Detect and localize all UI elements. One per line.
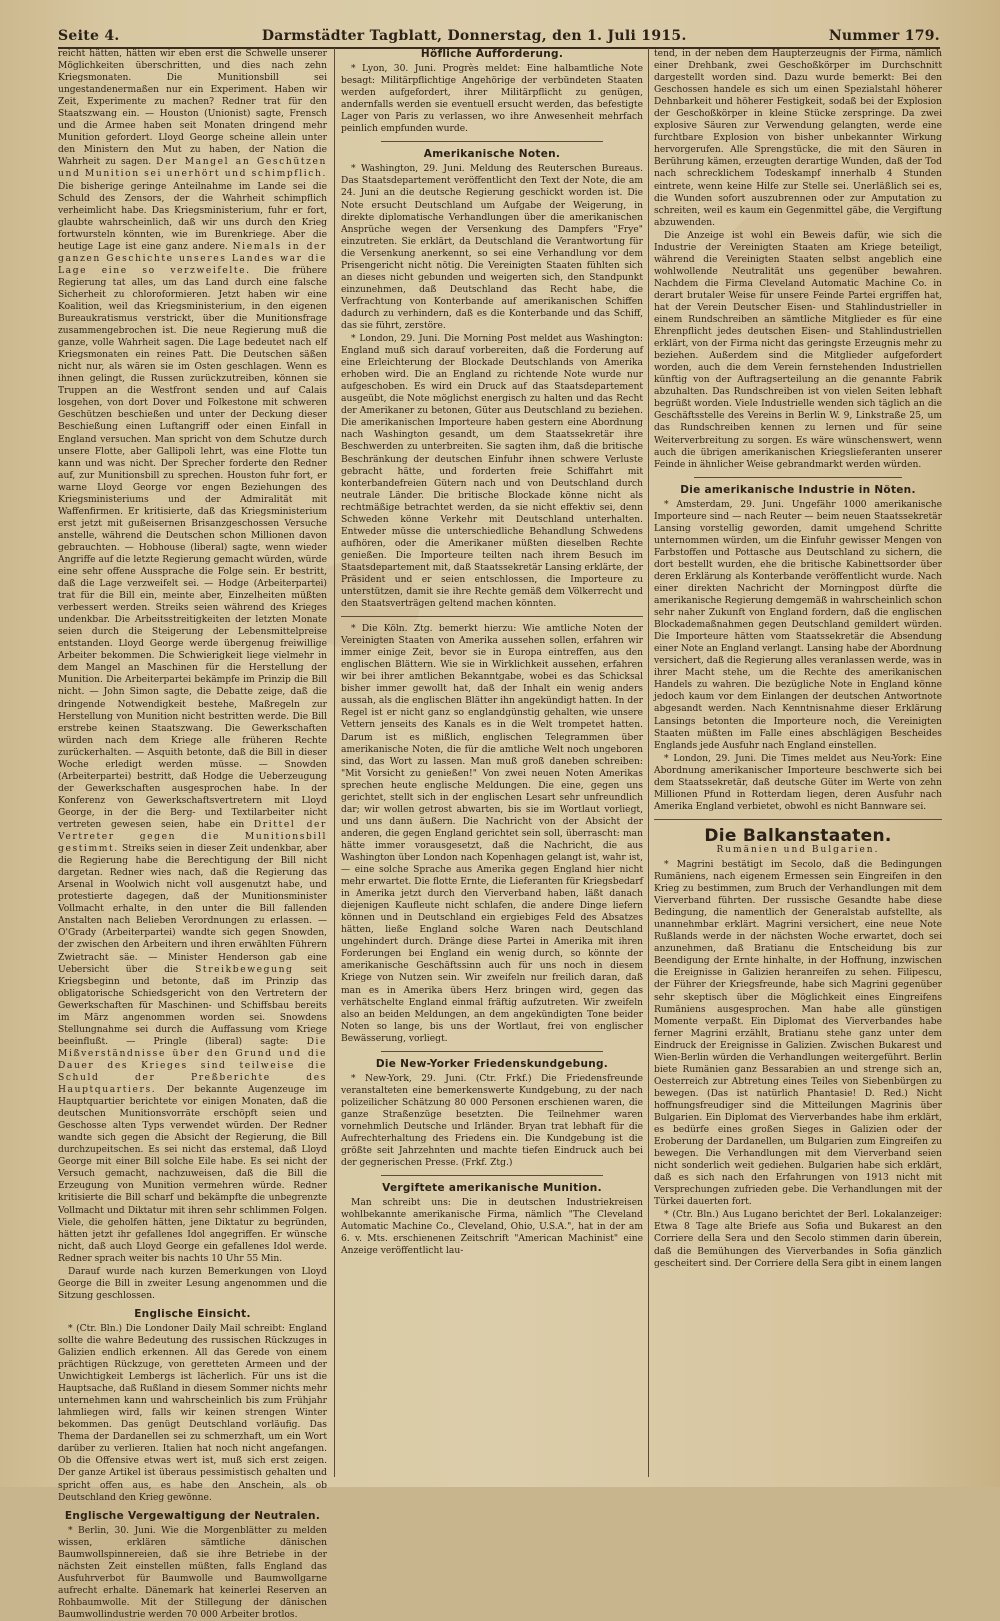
column-1	[58, 48, 327, 1620]
divider	[694, 477, 902, 478]
article-text: Darauf wurde nach kurzen Bemerkungen von Lloyd George die Bill in zweiter Lesung angenommen und die Sitzung geschlossen.	[58, 1266, 327, 1301]
article-text: reicht hätten, hätten wir eben erst die Schwelle unserer Möglichkeiten überschritten, und dies nach zehn Kriegsmonaten. Die Munitionsbill sei ungestandenermaßen nur ein Experiment. Haben wir Zeit, Experimente zu machen? Redner trat für den Staatszwang ein. — Houston (Unionist) sagte, Frensch und die Armee haben seit Monaten dringend mehr Munition gefordert. Lloyd George scheine allein unter den Ministern den Mut zu haben, der Nation die Wahrheit zu sagen. Der Mangel an Geschützen und Munition sei unerhört und schimpflich. Die bisherige geringe Anteilnahme im Lande sei die Schuld des Zensors, der die Wahrheit schimpflich verheimlicht habe. Das Kriegsministerium, fuhr er fort, glaubte wahrscheinlich, daß wir uns durch den Krieg fortwursteln könnten, wie im Burenkriege. Aber die heutige Lage ist eine ganz andere. Niemals in der ganzen Geschichte unseres Landes war die Lage eine so verzweifelte. Die frühere Regierung tat alles, um das Land durch eine falsche Sicherheit zu chloroformieren. Jetzt haben wir eine Koalition, weil das Kriegsministerium, in den eigenen Bureaukratismus verstrickt, über die Munitionsfrage zusammengebrochen ist. Die neue Regierung muß die ganze, volle Wahrheit sagen. Die Lage bedeutet nach elf Kriegsmonaten ein reines Patt. Die Deutschen säßen nicht nur, als wären sie im Osten geschlagen. Wenn es ihnen gelingt, die Russen zurückzutreiben, können sie Truppen an die Westfront senden und auf Calais losgehen, von dort Dover und Folkestone mit schweren Geschützen beschießen und unter der Deckung dieser Beschießung einen Luftangriff oder einen Einfall in England versuchen. Man spricht von dem Schutze durch unsere Flotte, aber Gallipoli lehrt, was eine Flotte tun kann und was nicht. Der Sprecher forderte den Redner auf, zur Munitionsbill zu sprechen. Houston fuhr fort, er warne Lloyd George vor engen Beziehungen des Kriegsministeriums und der Admiralität mit Waffenfirmen. Er kritisierte, daß das Kriegsministerium erst jetzt mit gußeisernen Brisanzgeschossen Versuche anstelle, während die Deutschen schon Millionen davon gebrauchten. — Hobhouse (liberal) sagte, wenn wieder Angriffe auf die letzte Regierung gemacht würden, würde eine sehr offene Aussprache die Folge sein. Er bestritt, daß die Lage verzweifelt sei. — Hodge (Arbeiterpartei) trat für die Bill ein, meinte aber, Einzelheiten müßten verbessert werden. Streiks seien während des Krieges undenkbar. Die Arbeitsstreitigkeiten der letzten Monate seien durch die Steigerung der Lebensmittelpreise entstanden. Lloyd George werde übergenug freiwillige Arbeiter bekommen. Die Schwierigkeit liege vielmehr in dem Mangel an Maschinen für die Herstellung der Munition. Die Arbeiterpartei bekämpfe im Prinzip die Bill nicht. — John Simon sagte, die Debatte zeige, daß die dringende Notwendigkeit bestehe, Maßregeln zur Herstellung von Munition nicht bestritten werde. Die Bill erstrebe keinen Staatszwang. Die Gewerkschaften würden nach dem Kriege alle früheren Rechte zurückerhalten. — Asquith betonte, daß die Bill in dieser Woche erledigt werden müsse. — Snowden (Arbeiterpartei) bestritt, daß Hodge die Ueberzeugung der Gewerkschaften ausgesprochen habe. In der Konferenz von Gewerkschaftsvertretern mit Lloyd George, in der die Berg- und Textilarbeiter nicht vertreten gewesen seien, habe ein Drittel der Vertreter gegen die Munitionsbill gestimmt. Streiks seien in dieser Zeit undenkbar, aber die Regierung habe die Berechtigung der Bill nicht dargetan. Redner wies nach, daß die Regierung das Arsenal in Woolwich nicht voll ausgenutzt habe, und protestierte dagegen, daß der Munitionsminister Vollmacht erhalte, in den unter die Bill fallenden Anstalten nach Belieben Verordnungen zu erlassen. — O'Grady (Arbeiterpartei) wandte sich gegen Snowden, der zwischen den Arbeitern und ihren erwählten Führern Zwietracht säe. — Minister Henderson gab eine Uebersicht über die Streikbewegung seit Kriegsbeginn und betonte, daß im Prinzip das obligatorische Schiedsgericht von den Vertretern der Gewerkschaften für Maschinen- und Schiffsbau bereits im März angenommen worden sei. Snowdens Stellungnahme sei durch die Auffassung vom Kriege beeinflußt. — Pringle (liberal) sagte: Die Mißverständnisse über den Grund und die Dauer des Krieges sind teilweise die Schuld der Preßberichte des Hauptquartiers. Der bekannte Augenzeuge im Hauptquartier berichtete vor einigen Monaten, daß die deutschen Munitionsvorräte erschöpft seien und Geschosse alten Typs verwendet würden. Der Redner wandte sich gegen die Absicht der Regierung, die Bill durchzupeitschen. Es sei nicht das erstemal, daß Lloyd George mit einer Bill solche Eile habe. Es sei nicht der Versuch gemacht, nachzuweisen, daß die Bill die Erzeugung von Munition vermehren würde. Redner kritisierte die Bill scharf und bekämpfte die unbegrenzte Vollmacht und Diktatur mit ihren sehr schlimmen Folgen. Viele, die geholfen hätten, jene Diktatur zu begründen, hätten jetzt ihr gefallenes Idol angegriffen. Er wünsche nicht, daß auch Lloyd George ein gefallenes Idol werde. Redner sprach weiter bis nachts 10 Uhr 55 Min.	[58, 49, 327, 1264]
column-3	[654, 48, 942, 1477]
article-text: * London, 29. Juni. Die Times meldet aus Neu-York: Eine Abordnung amerikanischer Importeure beschwerte sich bei dem Staatssekretär, daß deutsche Güter im Werte von zehn Millionen Pfund in Rotterdam liegen, deren Ausfuhr nach Amerika England verbietet, obwohl es nicht Bannware sei.	[654, 753, 942, 812]
article-text: * Washington, 29. Juni. Meldung des Reuterschen Bureaus. Das Staatsdepartement veröffentlicht den Text der Note, die am 24. Juni an die deutsche Regierung geschickt worden ist. Die Note ersucht Deutschland um Aufgabe der Weigerung, in direkte diplomatische Verhandlungen über die amerikanischen Ansprüche wegen der Versenkung des Dampfers "Frye" einzutreten. Sie erklärt, da Deutschland die Verantwortung für die Versenkung anerkennt, so sei eine Verhandlung vor dem Prisengericht nicht nötig. Die Vereinigten Staaten fühlten sich an dieses nicht gebunden und weigerten sich, den Standpunkt einzunehmen, daß Deutschland das Recht habe, die Verfrachtung von Konterbande auf amerikanischen Schiffen dadurch zu verhindern, daß es die Konterbande und das Schiff, das sie führt, zerstöre.	[341, 164, 643, 331]
divider	[381, 1051, 603, 1052]
section-subheading: Rumänien und Bulgarien.	[716, 844, 880, 855]
article-text: * (Ctr. Bln.) Aus Lugano berichtet der Berl. Lokalanzeiger: Etwa 8 Tage alte Briefe aus Sofia und Bukarest an den Corriere della Sera und den Secolo stimmen darin überein, daß die Bemühungen des Vierverbandes in Sofia gänzlich gescheitert sind. Der Corriere della Sera gibt in einem langen	[654, 1210, 942, 1269]
divider	[654, 819, 942, 820]
article-heading: Die New-Yorker Friedenskundgebung.	[375, 1057, 609, 1070]
article-text: * London, 29. Juni. Die Morning Post meldet aus Washington: England muß sich darauf vorbereiten, daß die Forderung auf eine Erleichterung der Blockade Deutschlands von Amerika erhoben wird. Die an England zu richtende Note wurde nur aufgeschoben. Es wird ein Druck auf das Staatsdepartement ausgeübt, die Note möglichst energisch zu halten und das Recht der Amerikaner zu betonen, Güter aus Deutschland zu beziehen. Die amerikanischen Importeure haben gestern eine Abordnung nach Washington gesandt, um dem Staatssekretär ihre Beschwerden zu unterbreiten. Sie sagten ihm, daß die britische Beschränkung der deutschen Einfuhr ihnen schwere Verluste gebracht hätte, und forderten freie Schiffahrt mit konterbandefreien Gütern nach und von Deutschland durch neutrale Länder. Die britische Blockade könne nicht als rechtmäßige betrachtet werden, da sie nicht effektiv sei, denn Schweden könne Verkehr mit Deutschland unterhalten. Entweder müsse die unterschiedliche Behandlung Schwedens aufhören, oder die Amerikaner müßten dieselben Rechte genießen. Die Importeure teilten nach ihrem Besuch im Staatsdepartement mit, daß Staatssekretär Lansing erklärte, der Präsident und er seien entschlossen, die Importeure zu unterstützen, damit sie ihre Rechte gemäß dem Völkerrecht und den Staatsverträgen geltend machen könnten.	[341, 334, 643, 610]
divider	[341, 616, 643, 617]
page-header	[58, 22, 940, 49]
article-text: * Berlin, 30. Juni. Wie die Morgenblätter zu melden wissen, erklären sämtliche dänischen Baumwollspinnereien, daß sie ihre Betriebe in der nächsten Zeit einstellen müßten, falls England das Ausfuhrverbot für Baumwolle und Baumwollgarne aufrecht erhalte. Dänemark hat keinerlei Reserven an Rohbaumwolle. Mit der Stillegung der dänischen Baumwollindustrie werden 70 000 Arbeiter brotlos.	[58, 1525, 327, 1620]
page-number: Seite 4.	[58, 28, 120, 44]
divider	[381, 141, 603, 142]
article-text: Man schreibt uns: Die in deutschen Industriekreisen wohlbekannte amerikanische Firma, nämlich "The Cleveland Automatic Machine Co., Cleveland, Ohio, U.S.A.", hat in der am 6. v. Mts. erschienenen Zeitschrift "American Machinist" eine Anzeige veröffentlicht lau-	[341, 1198, 643, 1257]
issue-number: Nummer 179.	[828, 28, 940, 44]
article-heading: Amerikanische Noten.	[423, 148, 561, 161]
article-text: Die Anzeige ist wohl ein Beweis dafür, wie sich die Industrie der Vereinigten Staaten am Kriege beteiligt, während die Vereinigten Staaten selbst angeblich eine wohlwollende Neutralität uns gegenüber bewahren. Nachdem die Firma Cleveland Automatic Machine Co. in derart brutaler Weise für unsere Feinde Partei ergriffen hat, hat der Verein Deutscher Eisen- und Stahlindustrieller in einem Rundschreiben an sämtliche Mitglieder es für eine Ehrenpflicht jedes deutschen Eisen- und Stahlindustriellen erklärt, von der Firma nicht das geringste Erzeugnis mehr zu beziehen. Außerdem sind die Mitglieder aufgefordert worden, auch die dem Verein fernstehenden Industriellen künftig von der Auftragserteilung an die genannte Fabrik abzuhalten. Das Rundschreiben ist von vielen Seiten lebhaft begrüßt worden. Viele Industrielle wenden sich täglich an die Geschäftsstelle des Vereins in Berlin W. 9, Linkstraße 25, um das Rundschreiben kennen zu lernen und für seine Weiterverbreitung zu sorgen. Es wäre wünschenswert, wenn auch die übrigen amerikanischen Kriegslieferanten unserer Feinde in ähnlicher Weise gebrandmarkt werden würden.	[654, 230, 942, 470]
masthead: Darmstädter Tagblatt, Donnerstag, den 1. Juli 1915.	[261, 28, 687, 44]
article-text: * Die Köln. Ztg. bemerkt hierzu: Wie amtliche Noten der Vereinigten Staaten von Amerika aussehen sollen, erfahren wir immer einige Zeit, bevor sie in Europa eintreffen, aus den englischen Blättern. Wie sie in Wirklichkeit aussehen, erfahren wir bei ihrer amtlichen Bekanntgabe, wobei es das Schicksal bisher immer gewollt hat, daß der Inhalt ein wenig anders aussah, als die englischen Blätter ihn angekündigt hatten. In der Regel ist er nicht ganz so englandgünstig gehalten, wie unsere Vettern jenseits des Kanals es in die Welt trompetet hatten. Darum ist es mißlich, englischen Telegrammen über amerikanische Noten, die für die amtliche Welt noch ungeboren sind, das Wort zu lassen. Man muß groß daneben schreiben: "Mit Vorsicht zu genießen!" Von zwei neuen Noten Amerikas sprechen heute englische Meldungen. Die eine, gegen uns gerichtet, stellt sich in der englischen Lesart sehr unfreundlich dar; wir wollen getrost abwarten, bis sie im Wortlaut vorliegt, und uns dann äußern. Die Nachricht von der Absicht der anderen, die gegen England gerichtet sein soll, überrascht: man hätte immer vorausgesetzt, daß die Nachricht, die aus Washington über London nach Kopenhagen gelangt ist, wahr ist, — eine solche Sprache aus Amerika gegen England hier nicht mehr erwartet. Die flotte Ernte, die Lieferanten für Kriegsbedarf in Amerika jetzt durch den Vierverband haben, läßt danach diejenigen Kaufleute nicht schlafen, die andere Dinge liefern können und in Deutschland ein ergiebiges Feld des Absatzes hätten, ließe England solche Waren nach Deutschland ungehindert durch. Dränge diese Partei in Amerika mit ihren Forderungen bei England ein wenig durch, so könnte der amerikanische Geschäftssinn auch für uns noch in diesem Kriege von Nutzen sein. Wir zweifeln nur freilich daran, daß man es in Amerika übers Herz bringen wird, gegen das verhätschelte England einmal fräftig aufzutreten. Wir zweifeln also an beiden Meldungen, an dem angekündigten Tone beider Noten so lange, bis uns der Wortlaut, frei von englischer Bewässerung, vorliegt.	[341, 624, 643, 1044]
article-heading: Englische Vergewaltigung der Neutralen.	[64, 1509, 321, 1522]
article-heading: Englische Einsicht.	[134, 1307, 251, 1320]
article-heading: Vergiftete amerikanische Munition.	[382, 1182, 602, 1195]
article-heading: Höfliche Aufforderung.	[420, 48, 564, 60]
article-text: * New-York, 29. Juni. (Ctr. Frkf.) Die Friedensfreunde veranstalteten eine bemerkenswerte Kundgebung, zu der nach polizeilicher Schätzung 80 000 Personen erschienen waren, die ganze Straßenzüge besetzten. Die Teilnehmer waren vornehmlich Deutsche und Irländer. Bryan trat lebhaft für die Aufrechterhaltung des Friedens ein. Die Kundgebung ist die größte seit Jahrzehnten und machte tiefen Eindruck auch bei der gegnerischen Presse. (Frkf. Ztg.)	[341, 1073, 643, 1169]
column-rule	[648, 48, 649, 1477]
column-rule	[334, 48, 335, 1477]
section-heading: Die Balkanstaaten.	[704, 825, 892, 846]
article-heading: Die amerikanische Industrie in Nöten.	[680, 483, 916, 496]
column-2	[341, 48, 643, 1477]
article-text: tend, in der neben dem Haupterzeugnis der Firma, nämlich einer Drehbank, zwei Geschoßkörper im Durchschnitt dargestellt worden sind. Dazu wurde bemerkt: Bei den Geschossen handele es sich um einen Spezialstahl höherer Dehnbarkeit und höherer Festigkeit, sodaß bei der Explosion der Geschoßkörper in kleine Stücke zerspringe. Da zwei explosive Säuren zur Verwendung gelangten, werde eine furchtbare Explosion von bisher unbekannter Wirkung hervorgerufen. Alle Sprengstücke, die mit den Säuren in Berührung kämen, erzeugten derartige Wunden, daß der Tod nach schrecklichem Todeskampf innerhalb 4 Stunden eintrete, wenn keine Hilfe zur Stelle sei. Unerläßlich sei es, die Wunden sofort auszubrennen oder zur Amputation zu schreiten, weil es kaum ein Gegenmittel gäbe, die Vergiftung abzuwenden.	[654, 49, 942, 228]
article-text: * Magrini bestätigt im Secolo, daß die Bedingungen Rumäniens, nach eigenem Ermessen sein Eingreifen in den Krieg zu bestimmen, zum Bruch der Verhandlungen mit dem Vierverband führten. Der russische Gesandte habe diese Bedingung, die namentlich der Generalstab aufstellte, als unannehmbar erklärt. Magrini versichert, eine neue Note Rußlands werde in der nächsten Woche erwartet, doch sei anzunehmen, daß Bratianu die Entscheidung bis zur Beendigung der Ernte hinhalte, in der Hoffnung, inzwischen die Ereignisse in Galizien heranreifen zu sehen. Filipescu, der Führer der Kriegsfreunde, habe sich Magrini gegenüber sehr skeptisch über die Möglichkeit eines Eingreifens Rumäniens ausgesprochen. Man habe alle günstigen Momente verpaßt. Ein Diplomat des Vierverbandes habe ferner Magrini erzählt, Bratianu stehe ganz unter dem Eindruck der Ereignisse in Galizien. Zwischen Bukarest und Wien-Berlin würden die Verhandlungen weitergeführt. Berlin biete Rumänien ganz Bessarabien an und strenge sich an, Oesterreich zur Abtretung eines Teiles von Siebenbürgen zu bewegen. (Das ist natürlich Phantasie! D. Red.) Nicht hoffnungsfreudiger sind die Mitteilungen Magrinis über Bulgarien. Ein Diplomat des Vierverbandes habe ihm erklärt, es bedürfe eines großen Sieges in Galizien oder der Eroberung der Dardanellen, um Bulgarien zum Eingreifen zu bewegen. Die Verhandlungen mit dem Vierverband seien nicht sonderlich weit gediehen. Bulgarien habe sich erklärt, daß es sich nach den Erfahrungen von 1913 nicht mit Versprechungen zufrieden gebe. Die Verhandlungen mit der Türkei dauerten fort.	[654, 860, 942, 1208]
divider	[381, 1175, 603, 1176]
article-text: * Lyon, 30. Juni. Progrès meldet: Eine halbamtliche Note besagt: Militärpflichtige Angehörige der verbündeten Staaten werden aufgefordert, ihrer Militärpflicht zu genügen, andernfalls werden sie eventuell ersucht werden, das befestigte Lager von Paris zu verlassen, wo ihre Anwesenheit mehrfach peinlich empfunden wurde.	[341, 64, 643, 135]
article-text: * Amsterdam, 29. Juni. Ungefähr 1000 amerikanische Importeure sind — nach Reuter — beim neuen Staatssekretär Lansing vorstellig geworden, damit umgehend Schritte unternommen würden, um die Einfuhr gewisser Mengen von Farbstoffen und Pottasche aus Deutschland zu sichern, die dort bestellt wurden, ehe die britische Kabinettsorder über deren Erklärung als Konterbande veröffentlicht wurde. Nach einer direkten Nachricht der Morningpost dürfte die amerikanische Regierung demgemäß in wahrscheinlich schon sehr naher Zukunft von England fordern, daß die englischen Blockademaßnahmen gegen Deutschland gemildert würden. Die Importeure hätten vom Staatssekretär die Absendung einer Note an England verlangt. Lansing habe der Abordnung versichert, daß die Regierung alles veranlassen werde, was in ihrer Macht stehe, um die Rechte des amerikanischen Handels zu wahren. Die bezügliche Note in England könne jedoch kaum vor dem Einlangen der deutschen Antwortnote abgesandt werden. Nach Kenntnisnahme dieser Erklärung Lansings betonten die Importeure noch, die Vereinigten Staaten müßten im Falle eines abschlägigen Bescheides Englands jede Ausfuhr nach England einstellen.	[654, 499, 943, 751]
article-text: * (Ctr. Bln.) Die Londoner Daily Mail schreibt: England sollte die wahre Bedeutung des russischen Rückzuges in Galizien endlich erkennen. All das Gerede von einem prächtigen Rückzuge, von geretteten Armeen und der Unwichtigkeit Lembergs ist lächerlich. Für uns ist die Hauptsache, daß Rußland in diesem Sommer nichts mehr unternehmen kann und wahrscheinlich bis zum Frühjahr lahmliegen wird, falls wir keinen strengen Winter bekommen. Das genügt Deutschland vorläufig. Das Thema der Dardanellen sei zu schmerzhaft, um ein Wort darüber zu verlieren. Italien hat noch nicht angefangen. Ob die Offensive etwas wert ist, muß sich erst zeigen. Der ganze Artikel ist überaus pessimistisch gehalten und spricht offen aus, es habe den Anschein, als ob Deutschland den Krieg gewönne.	[58, 1323, 327, 1503]
